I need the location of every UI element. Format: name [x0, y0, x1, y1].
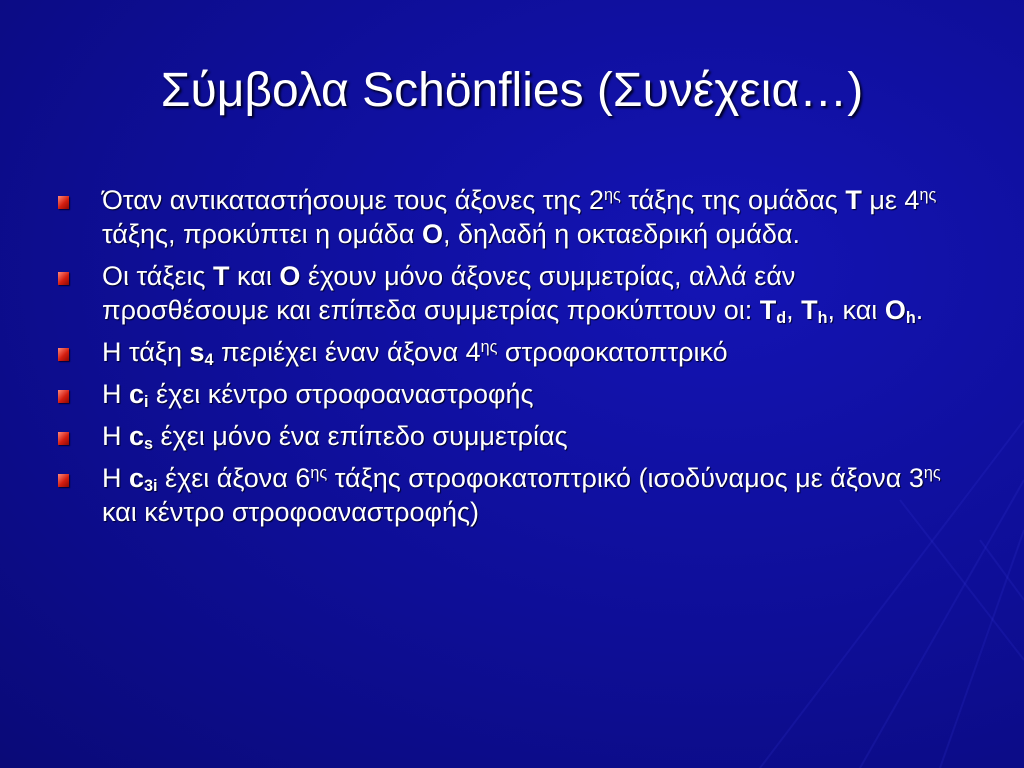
subscript: h	[817, 309, 828, 328]
subscript: s	[144, 435, 154, 454]
bullet-text: τάξης, προκύπτει η ομάδα	[102, 219, 422, 249]
bullet-text: .	[915, 295, 924, 325]
bullet-text: τάξης της ομάδας	[620, 185, 846, 215]
group-symbol: s	[189, 337, 205, 367]
bullet-item	[58, 461, 958, 529]
superscript: ης	[603, 186, 621, 205]
subscript: 3i	[144, 477, 158, 496]
group-symbol: Ο	[421, 219, 443, 249]
group-symbol: c	[129, 421, 145, 451]
slide-title: Σύμβολα Schönflies (Συνέχεια…)	[160, 64, 864, 117]
bullet-item	[58, 377, 958, 411]
bullet-text: έχει άξονα 6	[157, 463, 311, 493]
bullet-text: , και	[827, 295, 885, 325]
bullet-text: με 4	[861, 185, 920, 215]
bullet-text: , δηλαδή η οκταεδρική ομάδα.	[442, 219, 800, 249]
bullet-text: έχει κέντρο στροφοαναστροφής	[148, 379, 534, 409]
bullet-text: Όταν αντικαταστήσουμε τους άξονες της 2	[102, 185, 604, 215]
square-bullet-icon	[58, 272, 69, 285]
superscript: ης	[919, 186, 937, 205]
bullet-item	[58, 259, 958, 327]
square-bullet-icon	[58, 196, 69, 209]
bullet-text: περιέχει έναν άξονα 4	[213, 337, 481, 367]
bullet-item	[58, 183, 958, 251]
bullet-text: στροφοκατοπτρικό	[497, 337, 728, 367]
subscript: d	[776, 309, 787, 328]
bullet-text: Η	[102, 421, 129, 451]
group-symbol: Ο	[279, 261, 301, 291]
bullet-text: Η τάξη	[102, 337, 190, 367]
group-symbol: T	[759, 295, 777, 325]
group-symbol: T	[801, 295, 818, 325]
group-symbol: c	[129, 379, 145, 409]
superscript: ης	[310, 464, 328, 483]
group-symbol: c	[129, 463, 145, 493]
group-symbol: O	[884, 295, 906, 325]
square-bullet-icon	[58, 474, 69, 487]
bullet-text: τάξης στροφοκατοπτρικό (ισοδύναμος με άξονα 3	[327, 463, 924, 493]
bullet-text: Η	[102, 379, 129, 409]
bullet-text: και	[229, 261, 280, 291]
bullet-item	[58, 335, 958, 369]
bullet-text: Οι τάξεις	[102, 261, 214, 291]
bullet-text: έχουν μόνο άξονες συμμετρίας, αλλά εάν προσθέσουμε και επίπεδα συμμετρίας προκύπτουν οι:	[102, 261, 796, 325]
square-bullet-icon	[58, 390, 69, 403]
square-bullet-icon	[58, 432, 69, 445]
superscript: ης	[480, 338, 498, 357]
subscript: h	[905, 309, 916, 328]
superscript: ης	[923, 464, 941, 483]
group-symbol: Τ	[213, 261, 230, 291]
bullet-item	[58, 419, 958, 453]
group-symbol: Τ	[845, 185, 862, 215]
bullet-list	[58, 183, 958, 537]
bullet-text: έχει μόνο ένα επίπεδο συμμετρίας	[153, 421, 568, 451]
square-bullet-icon	[58, 348, 69, 361]
bullet-text: και κέντρο στροφοαναστροφής)	[102, 497, 480, 527]
bullet-text: ,	[786, 295, 802, 325]
subscript: 4	[204, 351, 214, 370]
bullet-text: Η	[102, 463, 129, 493]
subscript: i	[144, 393, 149, 412]
